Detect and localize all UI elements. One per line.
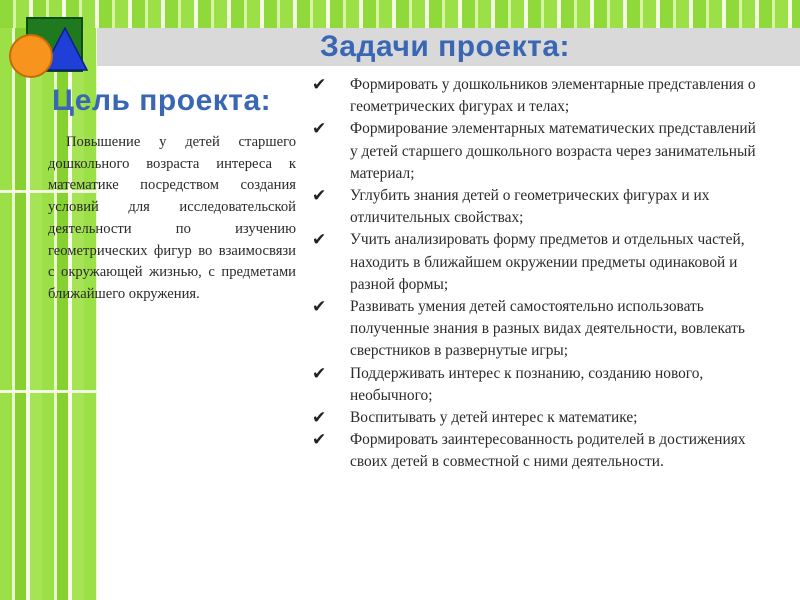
checkmark-icon: ✔ [312,75,327,95]
task-text: Учить анализировать форму предметов и отдельных частей, находить в ближайшем окружении предметы одинаковой и разной формы; [350,231,745,293]
task-text: Поддерживать интерес к познанию, созданию нового, необычного; [350,364,704,404]
checkmark-icon: ✔ [312,363,327,384]
task-item [312,229,758,296]
left-band-divider [0,390,97,393]
goal-title: Цель проекта: [52,84,272,117]
task-text: Формировать заинтересованность родителей в достижениях своих детей в совместной с ними деятельности. [350,431,746,471]
task-item [312,429,758,473]
task-text: Углубить знания детей о геометрических фигурах и их отличительных свойствах; [350,187,710,227]
task-text: Воспитывать у детей интерес к математике; [350,409,638,427]
goal-text: Повышение у детей старшего дошкольного возраста интереса к математике посредством создания условий для исследовательской деятельности по изучению геометрических фигур во взаимосвязи с окружающей жизнью, с предметами ближайшего окружения. [48,134,296,302]
tasks-title: Задачи проекта: [320,30,570,63]
task-text: Формировать у дошкольников элементарные представления о геометрических фигурах и телах; [350,76,756,116]
checkmark-icon: ✔ [312,297,327,318]
task-list [312,74,758,474]
top-striped-band [0,0,800,28]
task-item [312,296,758,363]
checkmark-icon: ✔ [312,230,327,251]
checkmark-icon: ✔ [312,119,327,140]
task-text: Формирование элементарных математических представлений у детей старшего дошкольного возраста через занимательный материал; [350,120,756,182]
task-item [312,185,758,229]
task-text: Развивать умения детей самостоятельно использовать полученные знания в разных видах деятельности, вовлекать сверстников в развернутые игры; [350,298,745,360]
task-item [312,118,758,185]
circle-shape-icon [9,34,53,78]
task-item [312,74,758,118]
task-item [312,363,758,407]
checkmark-icon: ✔ [312,408,327,429]
task-item [312,407,758,429]
checkmark-icon: ✔ [312,186,327,207]
checkmark-icon: ✔ [312,430,327,451]
